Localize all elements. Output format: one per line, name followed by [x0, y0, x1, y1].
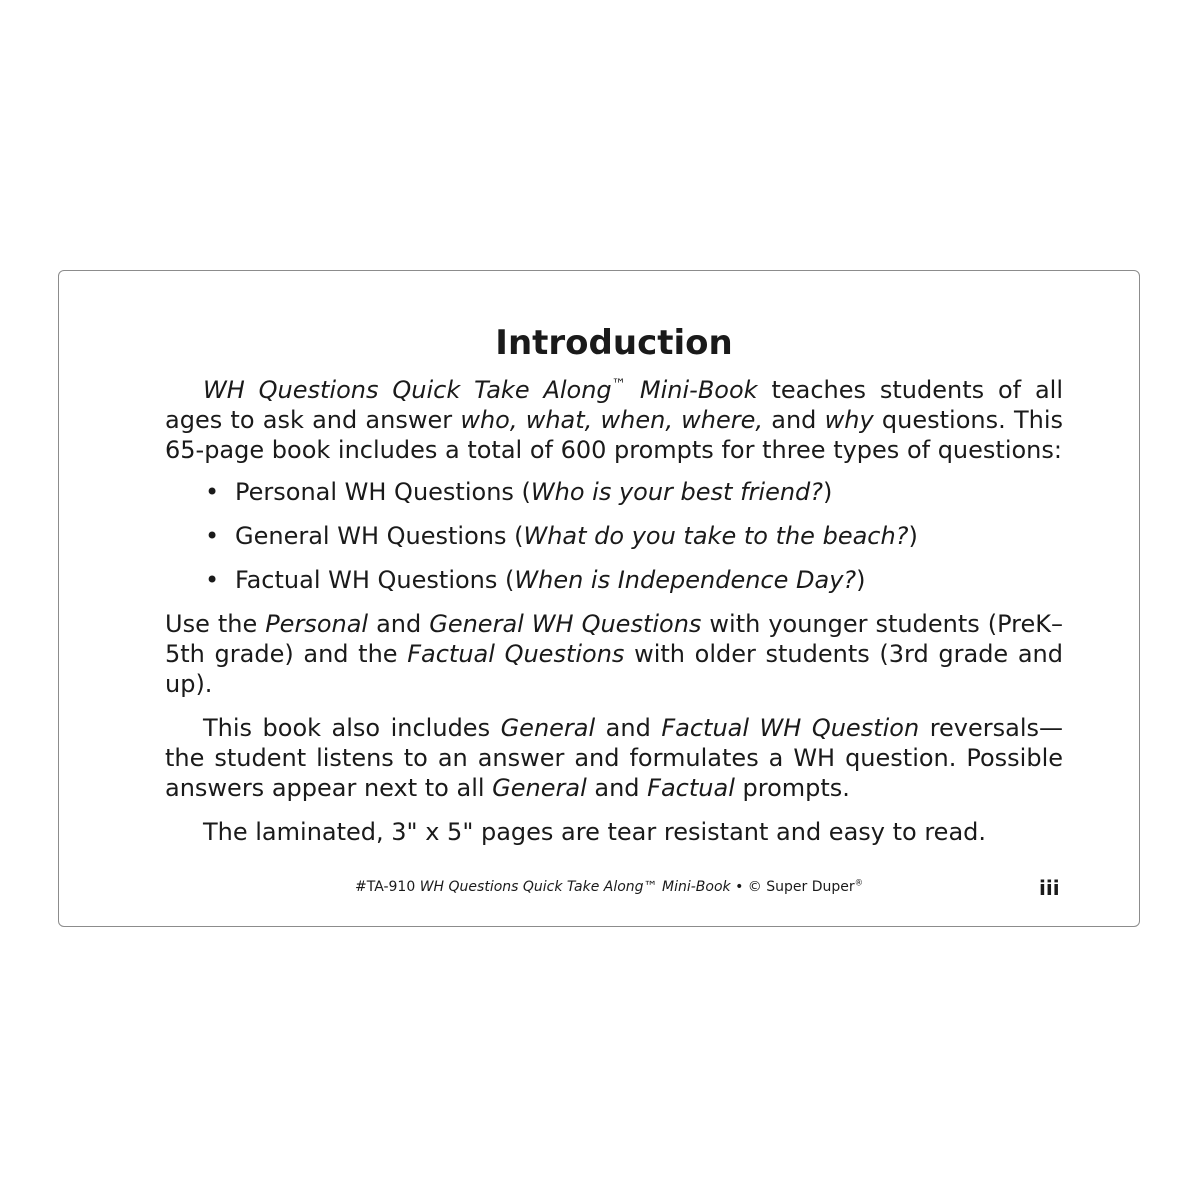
reversals-paragraph	[165, 713, 1063, 803]
general-wh-term: General WH Questions	[429, 610, 702, 638]
footer-book-title: WH Questions Quick Take Along™ Mini-Book	[419, 879, 731, 895]
footer-separator: •	[730, 879, 748, 895]
why-word: why	[824, 406, 874, 434]
reversals-text-2: and	[595, 714, 662, 742]
factual-term-2: Factual	[647, 774, 735, 802]
list-item-close: )	[908, 522, 918, 550]
book-title-text: WH Questions Quick Take Along	[203, 376, 612, 404]
lamination-paragraph: The laminated, 3" x 5" pages are tear resistant and easy to read.	[203, 818, 987, 846]
general-term: General	[500, 714, 596, 742]
factual-questions-term: Factual Questions	[407, 640, 625, 668]
list-item	[165, 521, 1063, 551]
trademark-symbol: ™	[611, 377, 627, 393]
page-number: iii	[1039, 876, 1060, 900]
usage-text-1: Use the	[165, 610, 266, 638]
registered-symbol: ®	[854, 877, 863, 888]
wh-words: who, what, when, where,	[460, 406, 764, 434]
list-item	[165, 477, 1063, 507]
reversals-text-4: and	[586, 774, 648, 802]
list-item-example: What do you take to the beach?	[523, 522, 909, 550]
book-title-suffix: Mini-Book	[626, 376, 758, 404]
bullet-glyph: •	[205, 478, 220, 506]
usage-paragraph	[165, 609, 1063, 699]
page-title: Introduction	[495, 323, 733, 363]
list-item-close: )	[823, 478, 833, 506]
list-item-label: General WH Questions (	[235, 522, 524, 550]
list-item-example: Who is your best friend?	[530, 478, 824, 506]
reversals-text-5: prompts.	[734, 774, 850, 802]
page-card	[58, 270, 1140, 927]
footer-credit	[355, 879, 863, 895]
bullet-glyph: •	[205, 566, 220, 594]
intro-paragraph	[165, 375, 1063, 465]
list-item	[165, 565, 1063, 595]
intro-text-1: teaches students of all ages to ask and answer	[165, 376, 1064, 434]
footer-copyright: © Super Duper	[747, 879, 855, 895]
bullet-glyph: •	[205, 522, 220, 550]
list-item-close: )	[856, 566, 866, 594]
usage-text-4: with older students (3rd grade and up).	[165, 640, 1063, 698]
list-item-label: Factual WH Questions (	[235, 566, 515, 594]
list-item-label: Personal WH Questions (	[235, 478, 531, 506]
reversals-text-1: This book also includes	[203, 714, 501, 742]
intro-and: and	[763, 406, 825, 434]
intro-text-2: questions. This 65-page book includes a total of 600 prompts for three types of questions:	[165, 406, 1063, 464]
personal-term: Personal	[265, 610, 369, 638]
list-item-example: When is Independence Day?	[514, 566, 857, 594]
usage-text-3: with younger students (PreK–5th grade) and the	[165, 610, 1063, 668]
question-type-list	[165, 477, 1063, 595]
reversals-text-3: reversals—the student listens to an answer and formulates a WH question. Possible answers appear next to all	[165, 714, 1064, 802]
general-term-2: General	[492, 774, 587, 802]
factual-wh-term: Factual WH Question	[661, 714, 920, 742]
page-content	[165, 323, 1063, 847]
product-code: #TA-910	[355, 879, 420, 895]
usage-text-2: and	[368, 610, 430, 638]
